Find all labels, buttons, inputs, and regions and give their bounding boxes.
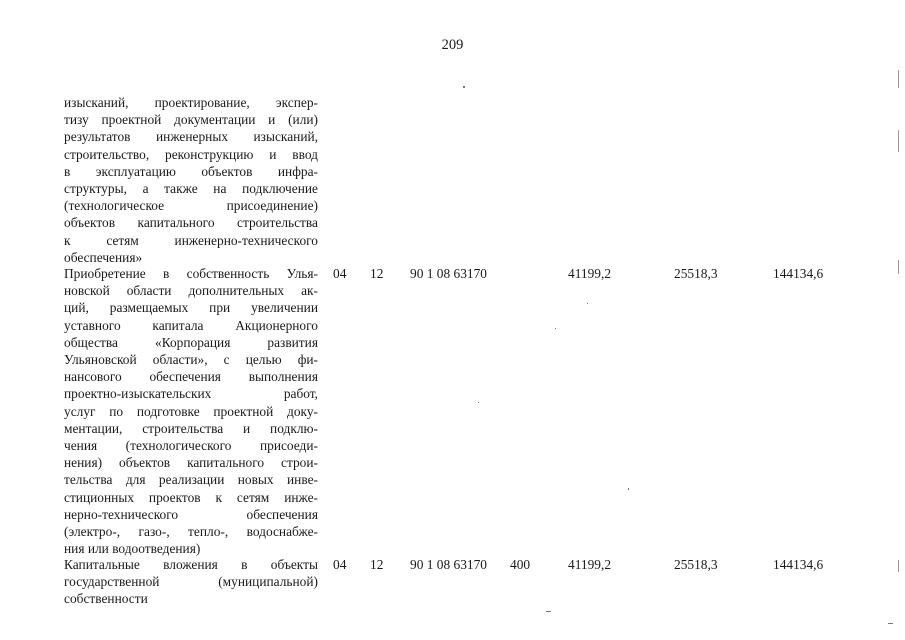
amount-col-2: 25518,3 bbox=[674, 266, 718, 281]
text-line: объектов капитального строительства bbox=[64, 215, 318, 231]
scan-speck bbox=[478, 402, 479, 403]
section-code: 04 bbox=[333, 557, 347, 572]
amount-col-1: 41199,2 bbox=[568, 557, 612, 572]
text-line: Капитальные вложения в объекты bbox=[64, 557, 318, 572]
row-description bbox=[64, 556, 318, 608]
subsection-code: 12 bbox=[370, 266, 384, 281]
text-line: чения (технологического присоеди- bbox=[64, 438, 318, 454]
text-line: строительство, реконструкцию и ввод bbox=[64, 146, 318, 162]
text-line: ния или водоотведения) bbox=[64, 541, 201, 557]
text-line: структуры, а также на подключение bbox=[64, 181, 318, 197]
amount-col-2: 25518,3 bbox=[674, 557, 718, 572]
text-line: ментации, строительства и подклю- bbox=[64, 420, 318, 436]
scan-edge-mark bbox=[898, 260, 899, 274]
text-line: уставного капитала Акционерного bbox=[64, 317, 318, 333]
text-line: изысканий, проектирование, экспер- bbox=[64, 95, 318, 110]
scan-speck bbox=[628, 488, 629, 490]
text-line: (электро-, газо-, тепло-, водоснабже- bbox=[64, 524, 318, 540]
text-line: общества «Корпорация развития bbox=[64, 334, 318, 350]
subsection-code: 12 bbox=[370, 557, 384, 572]
text-line: государственной (муниципальной) bbox=[64, 574, 318, 590]
continuation-text bbox=[64, 94, 318, 266]
row-description bbox=[64, 265, 318, 557]
scan-speck bbox=[463, 86, 465, 88]
scan-speck bbox=[555, 328, 556, 329]
target-article-code: 90 1 08 63170 bbox=[410, 266, 487, 281]
scan-edge-mark bbox=[898, 130, 899, 152]
text-line: (технологическое присоединение) bbox=[64, 198, 318, 214]
text-line: к сетям инженерно-технического bbox=[64, 232, 318, 248]
scan-edge-mark bbox=[898, 560, 899, 572]
amount-col-3: 144134,6 bbox=[773, 266, 824, 281]
text-line: нансового обеспечения выполнения bbox=[64, 369, 318, 385]
text-line: нения) объектов капитального строи- bbox=[64, 455, 318, 471]
text-line: Ульяновской области», с целью фи- bbox=[64, 352, 318, 368]
target-article-code: 90 1 08 63170 bbox=[410, 557, 487, 572]
text-line: собственности bbox=[64, 591, 148, 607]
amount-col-3: 144134,6 bbox=[773, 557, 824, 572]
scan-speck bbox=[888, 623, 893, 624]
text-line: обеспечения» bbox=[64, 249, 143, 265]
scan-speck bbox=[587, 303, 588, 304]
page-number: 209 bbox=[441, 37, 464, 53]
scan-edge-mark bbox=[898, 70, 899, 88]
expense-type-code: 400 bbox=[510, 557, 531, 572]
text-line: ций, размещаемых при увеличении bbox=[64, 300, 318, 316]
text-line: результатов инженерных изысканий, bbox=[64, 129, 318, 145]
text-line: нерно-технического обеспечения bbox=[64, 506, 318, 522]
text-line: стиционных проектов к сетям инже- bbox=[64, 489, 318, 505]
text-line: новской области дополнительных ак- bbox=[64, 283, 318, 299]
amount-col-1: 41199,2 bbox=[568, 266, 612, 281]
text-line: тельства для реализации новых инве- bbox=[64, 472, 318, 488]
text-line: в эксплуатацию объектов инфра- bbox=[64, 163, 318, 179]
section-code: 04 bbox=[333, 266, 347, 281]
text-line: Приобретение в собственность Улья- bbox=[64, 266, 318, 281]
scan-speck bbox=[546, 611, 551, 612]
text-line: тизу проектной документации и (или) bbox=[64, 112, 318, 128]
text-line: проектно-изыскательских работ, bbox=[64, 386, 318, 402]
text-line: услуг по подготовке проектной доку- bbox=[64, 403, 318, 419]
